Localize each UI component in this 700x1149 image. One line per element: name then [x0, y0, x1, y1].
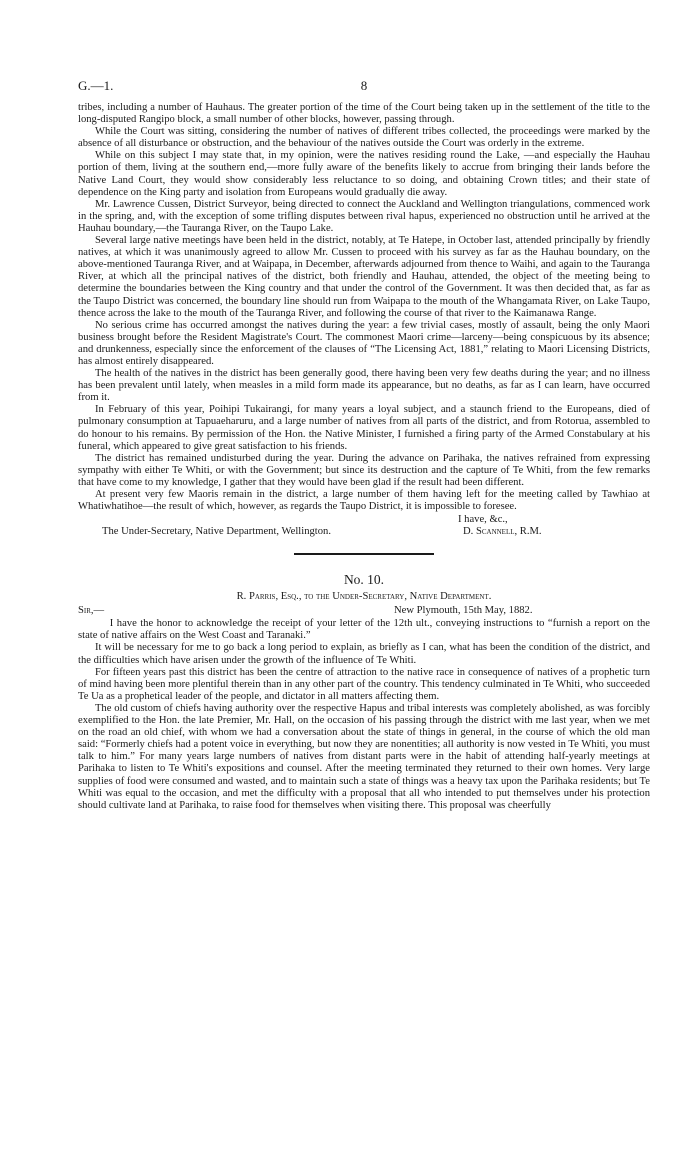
salutation-line	[78, 605, 650, 618]
paragraph: Mr. Lawrence Cussen, District Surveyor, being directed to connect the Auckland and Wellington triangulations, commenced work in the spring, and, with the exception of some trifling disputes between rival hapus, experienced no obstruction until he arrived at the Hauhau boundary,—the Tauranga River, on the Taupo Lake.	[78, 198, 650, 234]
paragraph: While on this subject I may state that, in my opinion, were the natives residing round the Lake, —and especially the Hauhau portion of them, living at the southern end,—more fully aware of the benefits likely to accrue from bringing their lands before the Native Land Court, they would show considerably less reluctance to so doing, and obtaining Crown titles; and their state of dependence on the King party and isolation from Europeans would gradually die away.	[78, 150, 650, 198]
salutation: Sir,—	[78, 605, 105, 617]
paragraph: The health of the natives in the district has been generally good, there having been very few deaths during the year; and no illness has been prevalent until lately, when measles in a mild form made its appearance, but no deaths, as far as I can learn, have occurred from it.	[78, 368, 650, 404]
paragraph: For fifteen years past this district has been the centre of attraction to the native race in consequence of natives of a prophetic turn of mind having been more plentiful therein than in any other part of the country. This tendency culminated in Te Whiti, who succeeded Te Ua as a prophetical leader of the people, and dictator in all matters affecting them.	[78, 666, 650, 702]
closing-phrase: I have, &c.,	[458, 514, 508, 526]
page-body	[78, 102, 650, 812]
page-header	[78, 78, 650, 98]
document-number: No. 10.	[343, 572, 385, 588]
paragraph: The old custom of chiefs having authority over the respective Hapus and tribal interests was completely abolished, as was forcibly exemplified to the Hon. the late Premier, Mr. Hall, on the occasion of his passing through the district with me last year, when we met on the road an old chief, with whom we had a conversation about the state of things in general, in the course of which the old man said: “Formerly chiefs had a potent voice in everything, but now they are nonentities; all authority is now vested in Te Whiti, you must talk to him.” For many years large numbers of natives from distant parts were in the habit of attending half-yearly meetings at Parihaka to listen to Te Whiti's expositions and counsel. After the meeting terminated they returned to their own homes. Very large supplies of food were consumed and wasted, and to maintain such a state of things was a heavy tax upon the Parihaka residents; but Te Whiti was equal to the occasion, and met the difficulty with a proposal that all who intended to put themselves under his protection should cultivate land at Parihaka, to raise food for themselves when visiting there. This proposal was cheerfully	[78, 702, 650, 811]
parliamentary-paper-reference: G.—1.	[78, 78, 114, 93]
paragraph: tribes, including a number of Hauhaus. The greater portion of the time of the Court being taken up in the settlement of the title to the long-disputed Rangipo block, a small number of other blocks, however, passing through.	[78, 102, 650, 126]
paragraph: No serious crime has occurred amongst the natives during the year: a few trivial cases, mostly of assault, being the only Maori business brought before the Resident Magistrate's Court. The commonest Maori crime—larceny—being conspicuous by its absence; and drunkenness, especially since the enforcement of the clauses of “The Licensing Act, 1881,” relating to Maori Licensing Districts, has almost entirely disappeared.	[78, 319, 650, 367]
paragraph: I have the honor to acknowledge the receipt of your letter of the 12th ult., conveying instructions to “furnish a report on the state of native affairs on the West Coast and Taranaki.”	[78, 618, 650, 642]
section-divider	[294, 553, 434, 555]
signature-block	[78, 514, 650, 538]
paragraph: In February of this year, Poihipi Tukairangi, for many years a loyal subject, and a staunch friend to the Europeans, died of pulmonary consumption at Tapuaeharuru, and a large number of natives from all parts of the district, and from Rotorua, assembled to do honour to his remains. By permission of the Hon. the Native Minister, I furnished a firing party of the Armed Constabulary at his funeral, which appeared to give great satisfaction to his friends.	[78, 404, 650, 452]
page-number: 8	[360, 78, 368, 93]
paragraph: It will be necessary for me to go back a long period to explain, as briefly as I can, what has been the condition of the district, and the difficulties which have arisen under the growth of the influence of Te Whiti.	[78, 642, 650, 666]
paragraph: At present very few Maoris remain in the district, a large number of them having left for the meeting called by Tawhiao at Whatiwhatihoe—the result of which, however, as regards the Taupo District, it is impossible to foresee.	[78, 489, 650, 513]
paragraph: The district has remained undisturbed during the year. During the advance on Parihaka, the natives refrained from expressing sympathy with either Te Whiti, or with the Government; but since its destruction and the capture of Te Whiti, from the few remarks that have come to my knowledge, I gather that they would have been glad if the result had been different.	[78, 452, 650, 488]
place-and-date: New Plymouth, 15th May, 1882.	[394, 605, 533, 617]
signer-name: D. Scannell, R.M.	[463, 526, 542, 538]
paragraph: Several large native meetings have been held in the district, notably, at Te Hatepe, in October last, attended principally by friendly natives, at which it was unanimously agreed to allow Mr. Cussen to proceed with his survey as far as the Hauhau boundary, on the above-mentioned Tauranga River, and at Waipapa, in December, afterwards adjourned from thence to Waihi, and again to the Tauranga River, at which all the principal natives of the district, both friendly and Hauhau, attended, the object of the meeting being to determine the boundaries between the King country and that under the control of the Government. It was then decided that, as far as the Taupo District was concerned, the boundary line should run from Waipapa to the mouth of the Whangamata River, on Lake Taupo, thence across the lake to the mouth of the Tauranga River, and following the course of that river to the Kaimanawa Range.	[78, 235, 650, 319]
letter-from-line: R. Parris, Esq., to the Under-Secretary, Native Department.	[236, 591, 492, 603]
paragraph: While the Court was sitting, considering the number of natives of different tribes collected, the proceedings were marked by the absence of all disturbance or obstruction, and the behaviour of the natives outside the Court was orderly in the extreme.	[78, 126, 650, 150]
addressee: The Under-Secretary, Native Department, Wellington.	[102, 526, 331, 538]
